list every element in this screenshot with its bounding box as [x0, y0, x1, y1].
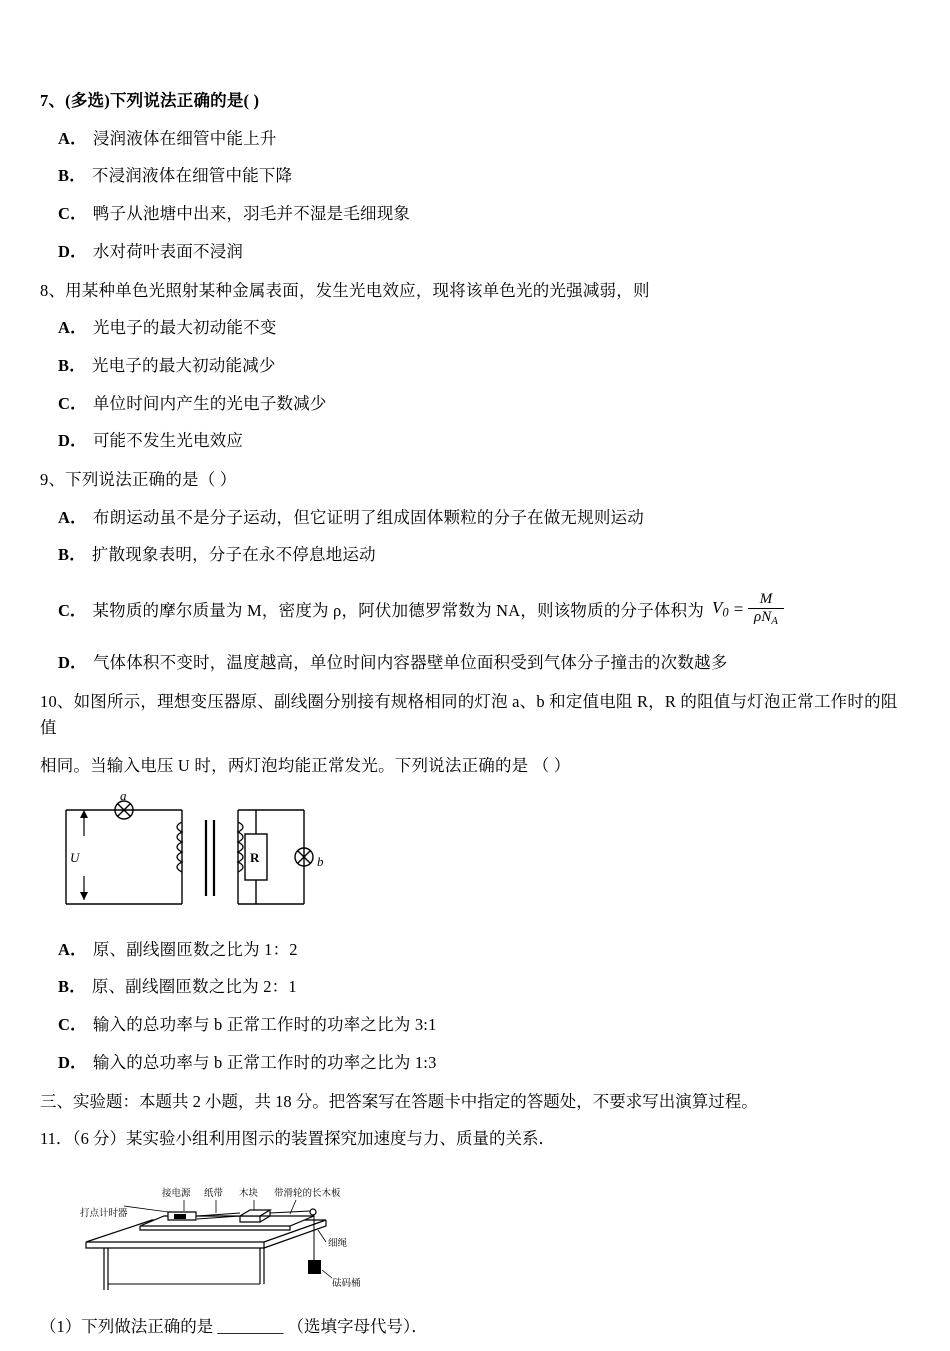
question-8-option-a [40, 316, 912, 341]
figure-label-bucket: 砝码桶 [332, 1277, 361, 1289]
question-7-option-b [40, 164, 912, 189]
option-label: A． [58, 128, 87, 148]
question-11-sub1: （1）下列做法正确的是 ________ （选填字母代号）． [40, 1316, 428, 1336]
option-text: 原、副线圈匝数之比为 2：1 [91, 977, 297, 997]
figure-label-timer: 打点计时器 [80, 1207, 128, 1219]
transformer-circuit-diagram [54, 792, 354, 922]
figure-label-block: 木块 [239, 1187, 259, 1199]
question-7-option-a [40, 127, 912, 152]
figure-label-board: 带滑轮的长木板 [274, 1187, 341, 1199]
option-text: 光电子的最大初动能不变 [92, 318, 277, 338]
option-text: 浸润液体在细管中能上升 [92, 128, 277, 148]
question-11-stem: 11．（6 分）某实验小组利用图示的装置探究加速度与力、质量的关系． [40, 1129, 556, 1149]
figure-label-lamp-a: a [120, 791, 127, 803]
option-text: 原、副线圈匝数之比为 1：2 [92, 939, 298, 959]
formula-denominator: $\rho N_A$ [754, 608, 778, 628]
figure-label-voltage: U [70, 849, 80, 865]
question-10-option-d [40, 1051, 912, 1076]
formula-lhs: $V_0$ [712, 597, 729, 620]
question-7-option-d [40, 240, 912, 265]
figure-label-string: 细绳 [328, 1237, 348, 1249]
option-label: A． [58, 939, 87, 959]
question-9-option-b [40, 543, 912, 568]
option-label: B． [58, 166, 86, 186]
option-text: 单位时间内产生的光电子数减少 [92, 393, 327, 413]
question-8-option-c [40, 392, 912, 417]
question-9-option-c [40, 581, 912, 637]
formula-equals: = [732, 599, 745, 619]
question-8-stem: 8、用某种单色光照射某种金属表面，发生光电效应，现将该单色光的光强减弱，则 [40, 280, 650, 300]
option-label: D． [58, 1052, 87, 1072]
option-text: 水对荷叶表面不浸润 [92, 241, 244, 261]
question-8-option-b [40, 354, 912, 379]
option-text: 不浸润液体在细管中能下降 [91, 166, 293, 186]
option-text: 布朗运动虽不是分子运动，但它证明了组成固体颗粒的分子在做无规则运动 [92, 507, 644, 527]
question-10-option-a [40, 938, 912, 963]
page-content [40, 88, 912, 1351]
option-label: B． [58, 977, 86, 997]
option-label: C． [58, 601, 87, 621]
option-label: A． [58, 318, 87, 338]
option-text: 气体体积不变时，温度越高，单位时间内容器壁单位面积受到气体分子撞击的次数越多 [92, 653, 728, 673]
option-label: D． [58, 431, 87, 451]
option-label: C． [58, 393, 87, 413]
option-label: A． [58, 507, 87, 527]
option-label: B． [58, 355, 86, 375]
option-text: 可能不发生光电效应 [92, 431, 244, 451]
section-three-heading: 三、实验题：本题共 2 小题，共 18 分。把答案写在答题卡中指定的答题处，不要求写出演算过程。 [40, 1091, 758, 1111]
figure-label-tape: 纸带 [204, 1187, 224, 1199]
option-label: D． [58, 241, 87, 261]
question-9-option-a [40, 506, 912, 531]
option-text: 光电子的最大初动能减少 [91, 355, 276, 375]
formula-fraction [748, 591, 784, 628]
option-label: C． [58, 1015, 87, 1035]
experiment-apparatus-diagram [64, 1164, 394, 1294]
option-text: 输入的总功率与 b 正常工作时的功率之比为 3:1 [92, 1015, 437, 1035]
question-7-stem: 7、(多选)下列说法正确的是( ) [40, 91, 260, 110]
question-7-option-c [40, 202, 912, 227]
option-label: D． [58, 653, 87, 673]
figure-label-resistor: R [250, 849, 260, 865]
figure-label-power: 接电源 [162, 1187, 191, 1199]
question-10-option-b [40, 975, 912, 1000]
formula-numerator: M [748, 591, 784, 609]
question-10-stem-line1: 10、如图所示，理想变压器原、副线圈分别接有规格相同的灯泡 a、b 和定值电阻 R，R 的阻值与灯泡正常工作时的阻值 [40, 691, 898, 737]
molecule-volume-formula [712, 591, 784, 628]
option-label: C． [58, 204, 87, 224]
question-9-option-d [40, 651, 912, 676]
option-label: B． [58, 545, 86, 565]
question-10-option-c [40, 1013, 912, 1038]
question-10-stem-line2: 相同。当输入电压 U 时，两灯泡均能正常发光。下列说法正确的是 （ ） [40, 756, 571, 776]
option-text: 扩散现象表明，分子在永不停息地运动 [91, 545, 376, 565]
question-9-stem: 9、下列说法正确的是（ ） [40, 470, 237, 490]
option-text: 输入的总功率与 b 正常工作时的功率之比为 1:3 [92, 1052, 437, 1072]
figure-label-lamp-b: b [317, 853, 324, 869]
question-8-option-d [40, 429, 912, 454]
option-text: 某物质的摩尔质量为 M，密度为 ρ，阿伏加德罗常数为 NA，则该物质的分子体积为 [92, 601, 705, 621]
option-text: 鸭子从池塘中出来，羽毛并不湿是毛细现象 [92, 204, 411, 224]
